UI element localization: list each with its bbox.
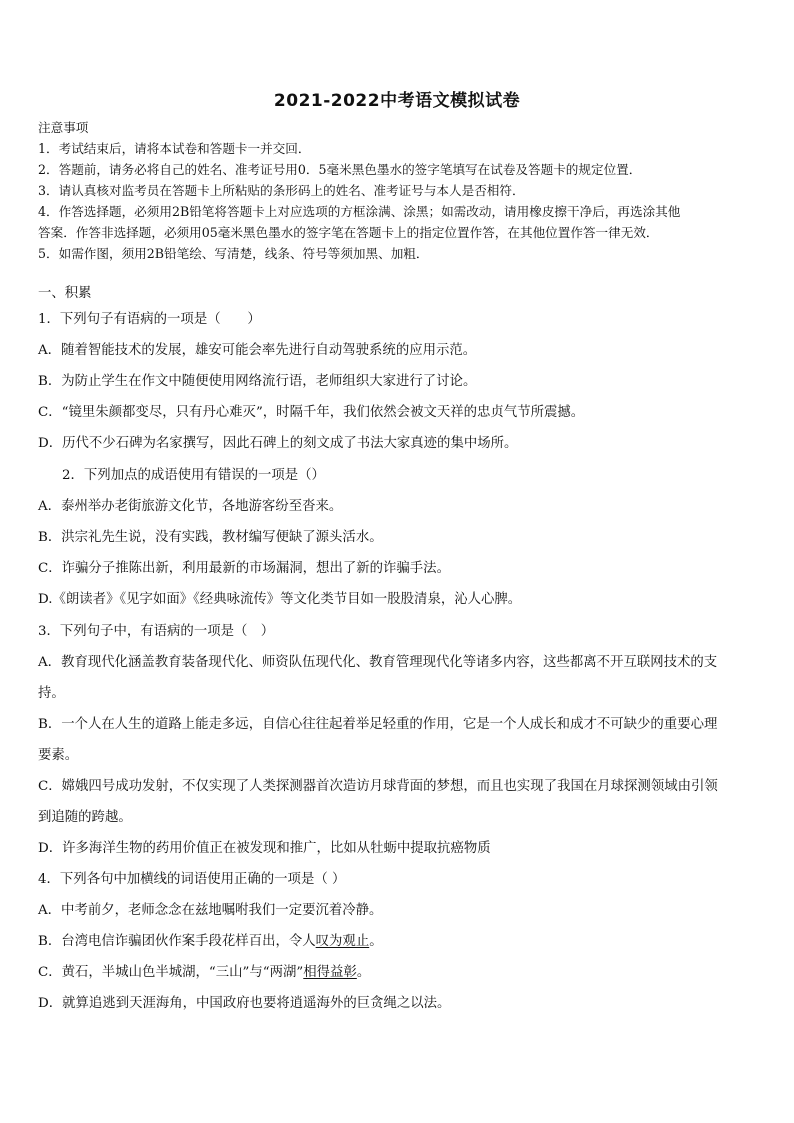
underlined-term: 叹为观止 [315, 934, 370, 949]
option-text: B．台湾电信诈骗团伙作案手段花样百出，令人 [38, 934, 316, 949]
question-2-stem: 2．下列加点的成语使用有错误的一项是（） [62, 468, 325, 483]
question-2-option-d: D.《朗读者》《见字如面》《经典咏流传》等文化类节目如一股股清泉，沁人心脾。 [38, 592, 522, 607]
question-1-option-d: D．历代不少石碑为名家撰写，因此石碑上的刻文成了书法大家真迹的集中场所。 [38, 436, 518, 451]
question-1-stem: 1．下列句子有语病的一项是（ ） [38, 312, 261, 327]
question-4-option-a: A．中考前夕，老师念念在兹地嘱咐我们一定要沉着冷静。 [38, 903, 383, 918]
question-3-option-b-cont: 要素。 [38, 748, 79, 763]
question-4-option-b [38, 934, 383, 950]
question-3-option-b: B．一个人在人生的道路上能走多远，自信心往往起着举足轻重的作用，它是一个人成长和成才不可缺少的重要心理 [38, 717, 718, 732]
section-heading: 一、积累 [38, 286, 92, 301]
notice-item: 2．答题前，请务必将自己的姓名、准考证号用0．5毫米黑色墨水的签字笔填写在试卷及答题卡的规定位置． [38, 162, 642, 177]
notice-heading: 注意事项 [38, 120, 89, 135]
question-3-option-c-cont: 到追随的跨越。 [38, 810, 132, 825]
notice-item: 5．如需作图，须用2B铅笔绘、写清楚，线条、符号等须加黑、加粗． [38, 246, 429, 261]
question-2-option-a: A．泰州举办老街旅游文化节，各地游客纷至沓来。 [38, 499, 343, 514]
question-4-option-d: D．就算追逃到天涯海角，中国政府也要将逍遥海外的巨贪绳之以法。 [38, 996, 451, 1011]
page-title: 2021-2022中考语文模拟试卷 [273, 91, 521, 111]
question-1-option-a: A．随着智能技术的发展，雄安可能会率先进行自动驾驶系统的应用示范。 [38, 343, 477, 358]
question-3-stem: 3．下列句子中，有语病的一项是（ ） [38, 624, 275, 639]
option-text: 。 [356, 965, 371, 980]
question-2-option-b: B．洪宗礼先生说，没有实践，教材编写便缺了源头活水。 [38, 530, 383, 545]
question-4-stem: 4．下列各句中加横线的词语使用正确的一项是（ ） [38, 872, 346, 887]
notice-item: 答案．作答非选择题，必须用05毫米黑色墨水的签字笔在答题卡上的指定位置作答，在其他位置作答一律无效． [38, 225, 659, 240]
question-2-option-c: C．诈骗分子推陈出新，利用最新的市场漏洞，想出了新的诈骗手法。 [38, 561, 450, 576]
option-text: 。 [369, 934, 383, 949]
question-1-option-b: B．为防止学生在作文中随便使用网络流行语，老师组织大家进行了讨论。 [38, 374, 477, 389]
notice-item: 1．考试结束后，请将本试卷和答题卡一并交回． [38, 141, 311, 156]
notice-item: 4．作答选择题，必须用2B铅笔将答题卡上对应选项的方框涂满、涂黑；如需改动，请用橡皮擦干净后，再选涂其他 [38, 204, 681, 219]
question-3-option-d: D．许多海洋生物的药用价值正在被发现和推广，比如从牡蛎中提取抗癌物质 [38, 841, 491, 856]
underlined-term: 相得益彰 [303, 965, 357, 980]
question-3-option-a: A．教育现代化涵盖教育装备现代化、师资队伍现代化、教育管理现代化等诸多内容，这些都离不开互联网技术的支 [38, 655, 718, 670]
question-4-option-c [38, 965, 370, 981]
question-3-option-c: C．嫦娥四号成功发射，不仅实现了人类探测器首次造访月球背面的梦想，而且也实现了我国在月球探测领域由引领 [38, 779, 718, 794]
option-text: C．黄石，半城山色半城湖，“三山”与“两湖” [38, 965, 304, 980]
notice-item: 3．请认真核对监考员在答题卡上所粘贴的条形码上的姓名、准考证号与本人是否相符． [38, 183, 525, 198]
question-1-option-c: C．“镜里朱颜都变尽，只有丹心难灭”，时隔千年，我们依然会被文天祥的忠贞气节所震撼。 [38, 405, 585, 420]
question-3-option-a-cont: 持。 [38, 686, 65, 701]
